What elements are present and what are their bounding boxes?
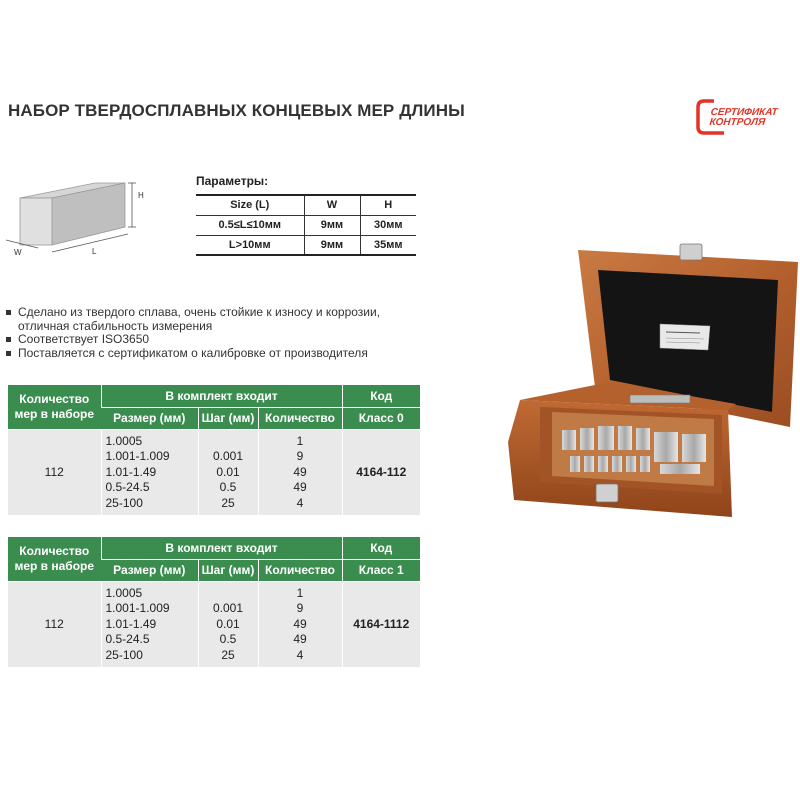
- gauge-block-diagram: [0, 180, 150, 270]
- params-cell: 9мм: [304, 215, 360, 235]
- header-qty: Количество: [258, 559, 342, 581]
- step-value: [199, 434, 258, 450]
- qty-value: 4: [296, 495, 304, 510]
- size-value: 1.01-1.49: [105, 616, 157, 631]
- product-photo: [500, 232, 800, 532]
- set-count: 112: [8, 429, 101, 515]
- case-hinge: [630, 395, 690, 403]
- params-header-row: [196, 195, 416, 215]
- page-title: НАБОР ТВЕРДОСПЛАВНЫХ КОНЦЕВЫХ МЕР ДЛИНЫ: [8, 101, 465, 120]
- lid-latch: [680, 244, 702, 260]
- header-included: В комплект входит: [101, 537, 342, 559]
- size-value: 25-100: [105, 647, 143, 662]
- qty-value: 49: [293, 464, 307, 479]
- product-code: 4164-1112: [342, 581, 420, 667]
- header-code: Код: [342, 537, 420, 559]
- feature-item: Соответствует ISO3650: [6, 333, 426, 347]
- bullet-icon: [6, 310, 11, 315]
- step-value: 25: [221, 495, 235, 510]
- qty-value: 1: [296, 433, 304, 448]
- dimension-h-label: H: [138, 191, 144, 200]
- bullet-icon: [6, 337, 11, 342]
- params-table: [196, 194, 416, 256]
- dimension-w-label: W: [14, 248, 22, 257]
- size-value: 1.0005: [105, 585, 143, 600]
- product-code: 4164-112: [342, 429, 420, 515]
- size-value: 1.01-1.49: [105, 464, 157, 479]
- header-class: Класс 1: [342, 559, 420, 581]
- front-latch-icon: [596, 484, 618, 502]
- step-value: 0.5: [219, 480, 237, 494]
- feature-item: Поставляется с сертификатом о калибровке от производителя: [6, 347, 426, 361]
- params-cell: 0.5≤L≤10мм: [196, 215, 304, 235]
- step-value: 25: [221, 647, 235, 662]
- params-row: [196, 215, 416, 235]
- feature-list: [6, 306, 426, 360]
- header-step: Шаг (мм): [198, 407, 258, 429]
- params-cell: L>10мм: [196, 235, 304, 255]
- qty-value: 49: [293, 616, 307, 631]
- certificate-line-2: КОНТРОЛЯ: [708, 117, 766, 128]
- header-count: Количество мер в наборе: [8, 537, 101, 581]
- size-value: 1.001-1.009: [105, 449, 170, 463]
- step-value: 0.001: [212, 449, 244, 463]
- params-row: [196, 235, 416, 255]
- header-size: Размер (мм): [101, 407, 198, 429]
- params-header-size: Size (L): [196, 195, 304, 215]
- bullet-icon: [6, 351, 11, 356]
- size-value: 0.5-24.5: [105, 632, 150, 646]
- header-class: Класс 0: [342, 407, 420, 429]
- size-value: 1.0005: [105, 433, 143, 448]
- qty-value: 4: [296, 647, 304, 662]
- step-value: 0.001: [212, 601, 244, 615]
- header-qty: Количество: [258, 407, 342, 429]
- step-value: 0.5: [219, 632, 237, 646]
- qty-value: 49: [293, 480, 307, 494]
- params-header-h: H: [360, 195, 416, 215]
- spec-table-class-1: [8, 537, 420, 667]
- params-header-w: W: [304, 195, 360, 215]
- qty-value: 1: [296, 585, 304, 600]
- size-value: 1.001-1.009: [105, 601, 170, 615]
- params-label: Параметры:: [196, 174, 269, 188]
- step-value: [199, 586, 258, 602]
- params-cell: 35мм: [360, 235, 416, 255]
- qty-value: 49: [293, 632, 307, 646]
- certificate-logo: [694, 97, 800, 137]
- header-count: Количество мер в наборе: [8, 385, 101, 429]
- step-value: 0.01: [216, 616, 240, 631]
- spec-table-class-0: [8, 385, 420, 515]
- lid-label: [660, 324, 710, 350]
- qty-value: 9: [296, 449, 304, 463]
- feature-item: Сделано из твердого сплава, очень стойкие к износу и коррозии, отличная стабильность измерения: [6, 306, 426, 333]
- header-included: В комплект входит: [101, 385, 342, 407]
- header-size: Размер (мм): [101, 559, 198, 581]
- dimension-l-label: L: [92, 247, 97, 256]
- set-count: 112: [8, 581, 101, 667]
- certificate-line-1: СЕРТИФИКАТ: [710, 107, 779, 118]
- block-front-face: [20, 198, 52, 245]
- params-cell: 30мм: [360, 215, 416, 235]
- step-value: 0.01: [216, 464, 240, 479]
- size-value: 25-100: [105, 495, 143, 510]
- qty-value: 9: [296, 601, 304, 615]
- header-code: Код: [342, 385, 420, 407]
- params-cell: 9мм: [304, 235, 360, 255]
- header-step: Шаг (мм): [198, 559, 258, 581]
- size-value: 0.5-24.5: [105, 480, 150, 494]
